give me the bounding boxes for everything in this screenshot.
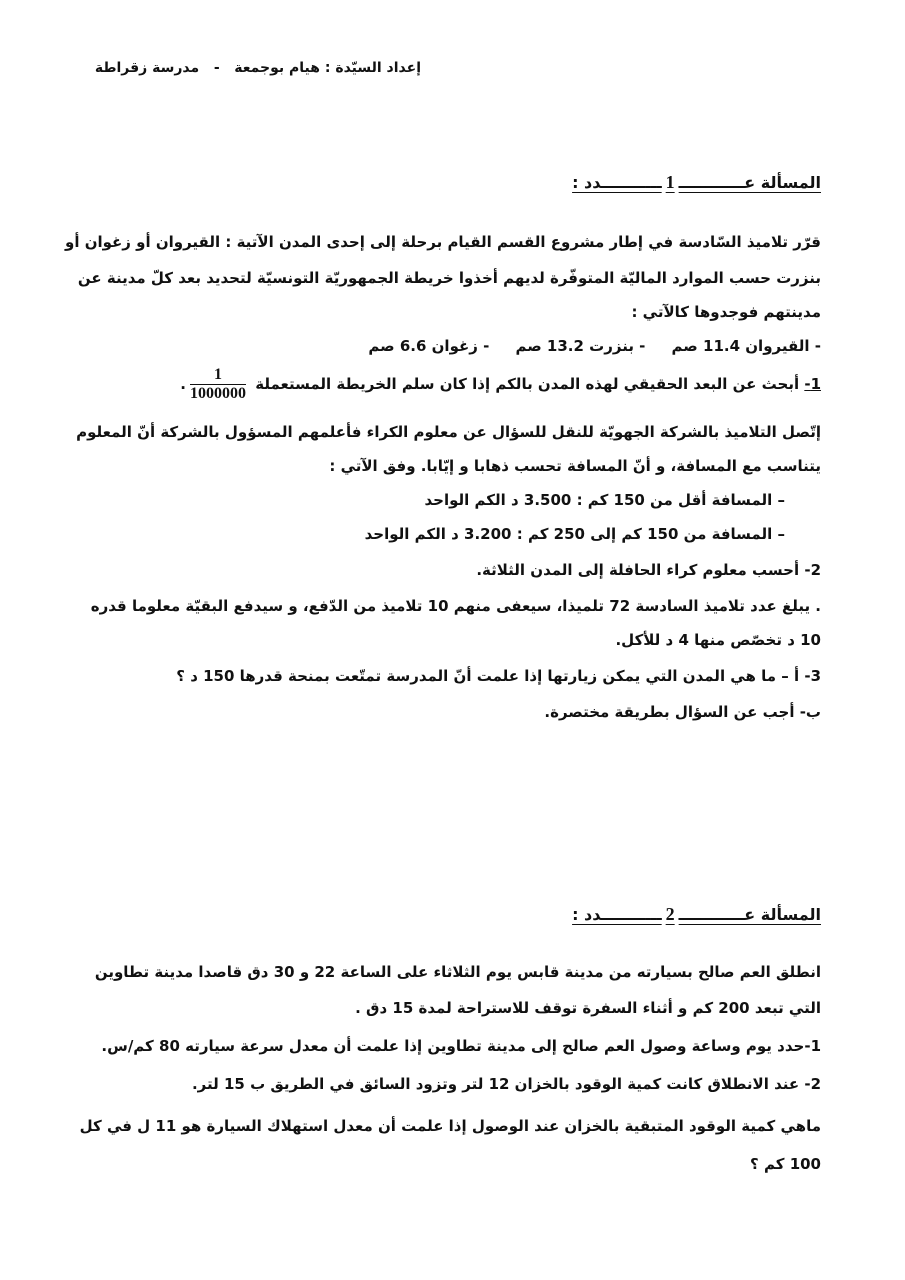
info-line: . يبلغ عدد تلاميذ السادسة 72 تلميذا، سيعفى منهم 10 تلاميذ من الدّفع، و سيدفع البقيّة معلوما قدره	[90, 597, 821, 615]
problem-1-intro-line: قرّر تلاميذ السّادسة في إطار مشروع القسم القيام برحلة إلى إحدى المدن الآتية : القيروان أو زغوان أو	[65, 233, 821, 251]
rate-item: – المسافة أقل من 150 كم : 3.500 د الكم الواحد	[424, 491, 785, 509]
question-end: .	[180, 375, 186, 393]
distance-kairouan: - القيروان 11.4 صم	[671, 337, 821, 355]
problem-title-prefix: المسألة عــــــــــــ	[678, 173, 821, 192]
distance-bizerte: - بنزرت 13.2 صم	[515, 337, 646, 355]
rate-item: – المسافة من 150 كم إلى 250 كم : 3.200 د الكم الواحد	[364, 525, 785, 543]
problem-1-intro-line: بنزرت حسب الموارد الماليّة المتوفّرة لديهم أخذوا خريطة الجمهوريّة التونسيّة لتحديد بعد كلّ مدينة عن	[77, 269, 821, 287]
question-2: 2- أحسب معلوم كراء الحافلة إلى المدن الثلاثة.	[476, 561, 821, 579]
distance-zaghouan: - زغوان 6.6 صم	[368, 337, 490, 355]
problem-1-intro-line: مدينتهم فوجدوها كالآتي :	[631, 303, 821, 321]
question-text: أبحث عن البعد الحقيقي لهذه المدن بالكم إذا كان سلم الخريطة المستعملة	[255, 375, 805, 393]
problem-number: 1	[665, 172, 675, 192]
problem-number: 2	[665, 904, 675, 924]
problem-title-prefix: المسألة عــــــــــــ	[678, 905, 821, 924]
author-name: إعداد السيّدة : هيام بوجمعة	[234, 60, 421, 76]
map-scale-fraction	[190, 366, 246, 403]
document-header	[95, 58, 421, 78]
question-3a: 3- أ – ما هي المدن التي يمكن زيارتها إذا علمت أنّ المدرسة تمتّعت بمنحة قدرها 150 د ؟	[176, 667, 821, 685]
distance-list	[84, 336, 821, 356]
school-name: مدرسة زقراطة	[94, 60, 200, 76]
question-number: 1-	[804, 375, 821, 393]
problem-2-intro-line: انطلق العم صالح بسيارته من مدينة قابس يوم الثلاثاء على الساعة 22 و 30 دق قاصدا مدينة تطاوين	[94, 963, 821, 981]
question-1	[84, 366, 821, 403]
problem-title-suffix: ـــــــــــدد :	[572, 905, 662, 924]
problem-2-question-2: 2- عند الانطلاق كانت كمية الوقود بالخزان 12 لتر وتزود السائق في الطريق ب 15 لتر.	[191, 1075, 821, 1093]
question-3b: ب- أجب عن السؤال بطريقة مختصرة.	[544, 703, 821, 721]
problem-2-title	[572, 904, 821, 925]
problem-2-question-line: 100 كم ؟	[750, 1155, 821, 1173]
context-line: إتّصل التلاميذ بالشركة الجهويّة للنقل للسؤال عن معلوم الكراء فأعلمهم المسؤول بالشركة أنّ المعلوم	[76, 423, 821, 441]
header-separator: -	[213, 60, 220, 76]
problem-1-title	[572, 172, 821, 193]
problem-title-suffix: ـــــــــــدد :	[572, 173, 662, 192]
scale-numerator: 1	[190, 366, 246, 385]
scale-denominator: 1000000	[189, 385, 246, 402]
problem-2-intro-line: التي تبعد 200 كم و أثناء السفرة توقف للاستراحة لمدة 15 دق .	[355, 999, 821, 1017]
problem-2-question-line: ماهي كمية الوقود المتبقية بالخزان عند الوصول إذا علمت أن معدل استهلاك السيارة هو 11 ل في كل	[79, 1117, 821, 1135]
context-line: يتناسب مع المسافة، و أنّ المسافة تحسب ذهابا و إيّابا. وفق الآتي :	[329, 457, 821, 475]
problem-2-question-1: 1-حدد يوم وساعة وصول العم صالح إلى مدينة تطاوين إذا علمت أن معدل سرعة سيارته 80 كم/س.	[101, 1037, 821, 1055]
info-line: 10 د تخصّص منها 4 د للأكل.	[615, 631, 821, 649]
